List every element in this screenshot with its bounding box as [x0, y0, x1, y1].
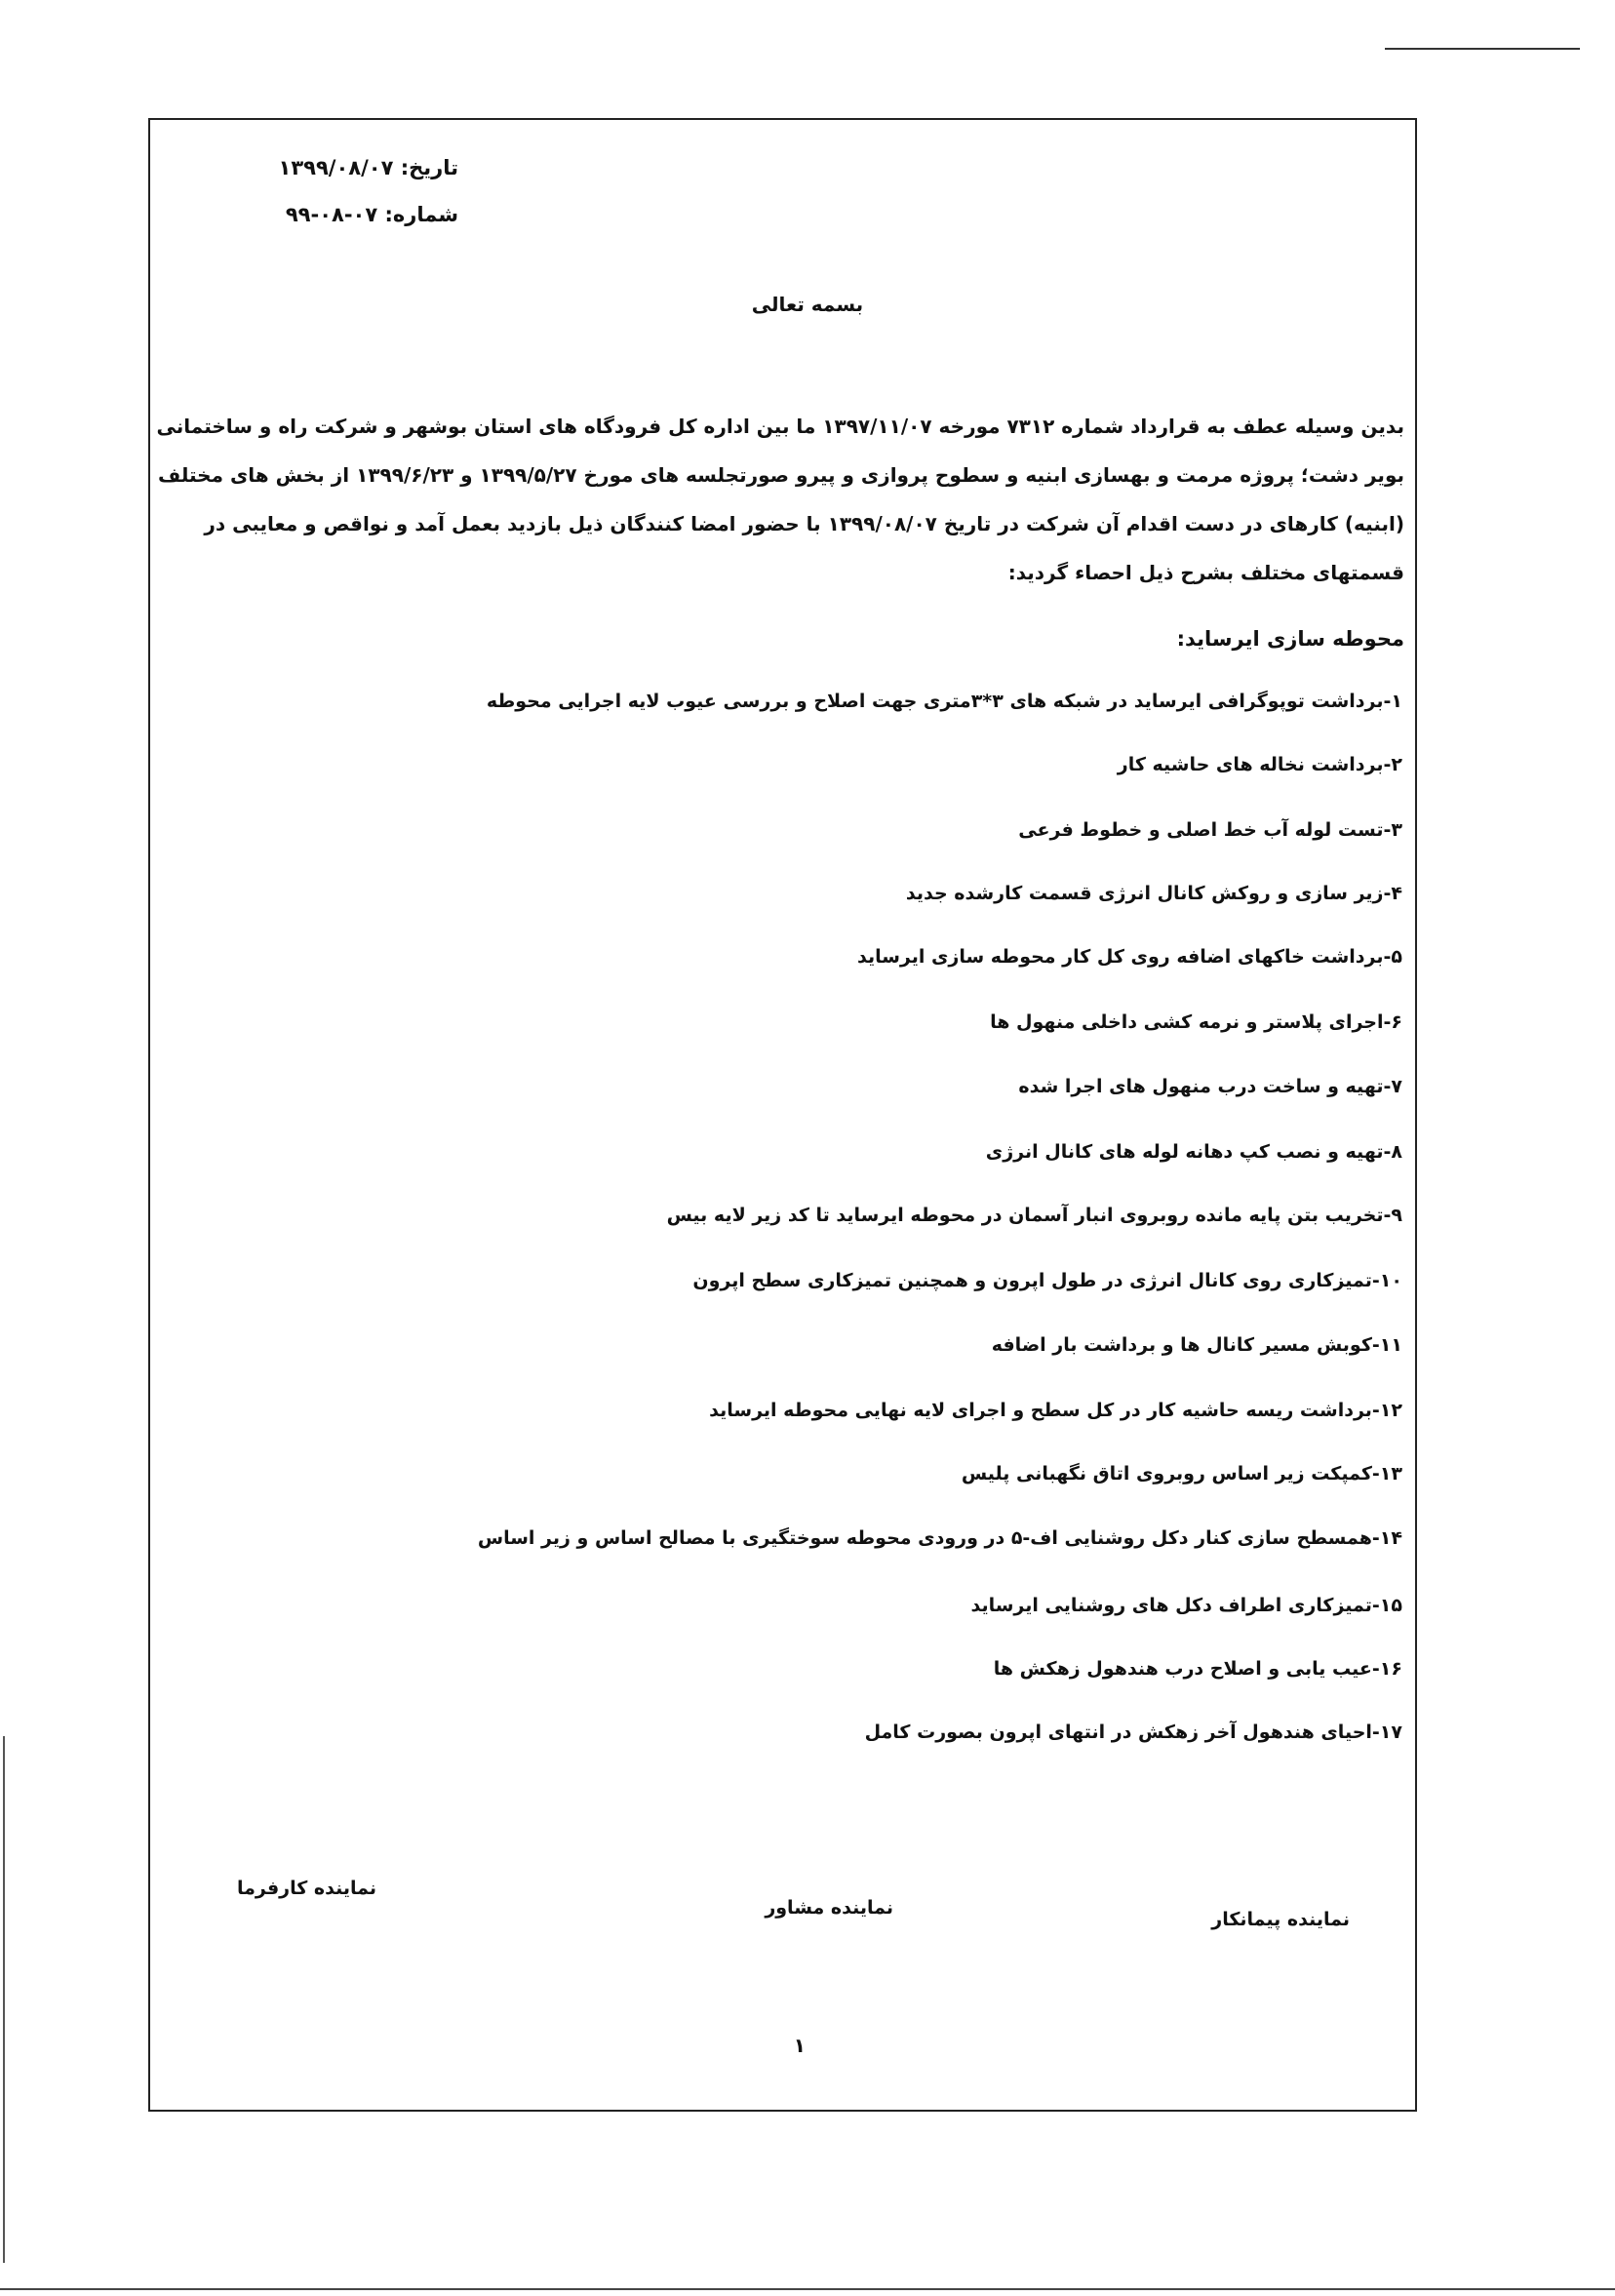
- list-item: ۸-تهیه و نصب کپ دهانه لوله های کانال انرژی: [985, 1141, 1402, 1163]
- list-item: ۱۱-کوبش مسیر کانال ها و برداشت بار اضافه: [991, 1334, 1402, 1356]
- list-item: ۱-برداشت توپوگرافی ایرساید در شبکه های ۳*۳متری جهت اصلاح و بررسی عیوب لایه اجرایی محوطه: [486, 691, 1402, 712]
- list-item: ۹-تخریب بتن پایه مانده روبروی انبار آسمان در محوطه ایرساید تا کد زیر لایه بیس: [666, 1205, 1402, 1226]
- left-scan-edge: [3, 1736, 5, 2263]
- list-item: ۱۳-کمپکت زیر اساس روبروی اتاق نگهبانی پلیس: [961, 1463, 1402, 1484]
- intro-line-2: بویر دشت؛ پروژه مرمت و بهسازی ابنیه و سطوح پروازی و پیرو صورتجلسه های مورخ ۱۳۹۹/۵/۲۷ و ۱۳۹۹/۶/۲۳ از بخش های مختلف: [158, 463, 1404, 487]
- number-line: شماره: ۰۷-۰۸-۹۹: [285, 203, 458, 226]
- list-item: ۳-تست لوله آب خط اصلی و خطوط فرعی: [1018, 819, 1402, 841]
- document-heading: بسمه تعالی: [751, 293, 864, 316]
- list-item: ۷-تهیه و ساخت درب منهول های اجرا شده: [1018, 1076, 1402, 1097]
- list-item: ۱۴-همسطح سازی کنار دکل روشنایی اف-۵ در ورودی محوطه سوختگیری با مصالح اساس و زیر اساس: [477, 1527, 1402, 1549]
- list-item: ۶-اجرای پلاستر و نرمه کشی داخلی منهول ها: [990, 1011, 1402, 1033]
- intro-line-1: بدین وسیله عطف به قرارداد شماره ۷۳۱۲ مورخه ۱۳۹۷/۱۱/۰۷ ما بین اداره کل فرودگاه های استان بوشهر و شرکت راه و ساختمانی: [156, 415, 1404, 438]
- top-scan-rule: [1385, 48, 1580, 50]
- intro-line-4: قسمتهای مختلف بشرح ذیل احصاء گردید:: [1007, 561, 1404, 584]
- list-item: ۱۷-احیای هندهول آخر زهکش در انتهای اپرون بصورت کامل: [864, 1722, 1402, 1743]
- list-item: ۵-برداشت خاکهای اضافه روی کل کار محوطه سازی ایرساید: [856, 946, 1402, 968]
- intro-line-3: (ابنیه) کارهای در دست اقدام آن شرکت در تاریخ ۱۳۹۹/۰۸/۰۷ با حضور امضا کنندگان ذیل بازدید بعمل آمد و نواقص و معایبی در: [204, 512, 1404, 535]
- signature-contractor: نماینده پیمانکار: [1211, 1909, 1350, 1930]
- page-number: ۱: [793, 2034, 806, 2057]
- section-title: محوطه سازی ایرساید:: [1176, 627, 1404, 651]
- signature-consultant: نماینده مشاور: [765, 1897, 893, 1919]
- bottom-scan-rule: [0, 2288, 1615, 2290]
- list-item: ۱۰-تمیزکاری روی کانال انرژی در طول اپرون و همچنین تمیزکاری سطح اپرون: [692, 1270, 1402, 1291]
- list-item: ۱۵-تمیزکاری اطراف دکل های روشنایی ایرساید: [970, 1595, 1402, 1616]
- list-item: ۱۶-عیب یابی و اصلاح درب هندهول زهکش ها: [993, 1658, 1402, 1680]
- date-line: تاریخ: ۱۳۹۹/۰۸/۰۷: [278, 156, 458, 179]
- signature-employer: نماینده کارفرما: [237, 1878, 376, 1899]
- list-item: ۱۲-برداشت ریسه حاشیه کار در کل سطح و اجرای لایه نهایی محوطه ایرساید: [709, 1400, 1402, 1421]
- list-item: ۴-زیر سازی و روکش کانال انرژی قسمت کارشده جدید: [905, 883, 1402, 904]
- list-item: ۲-برداشت نخاله های حاشیه کار: [1117, 754, 1402, 775]
